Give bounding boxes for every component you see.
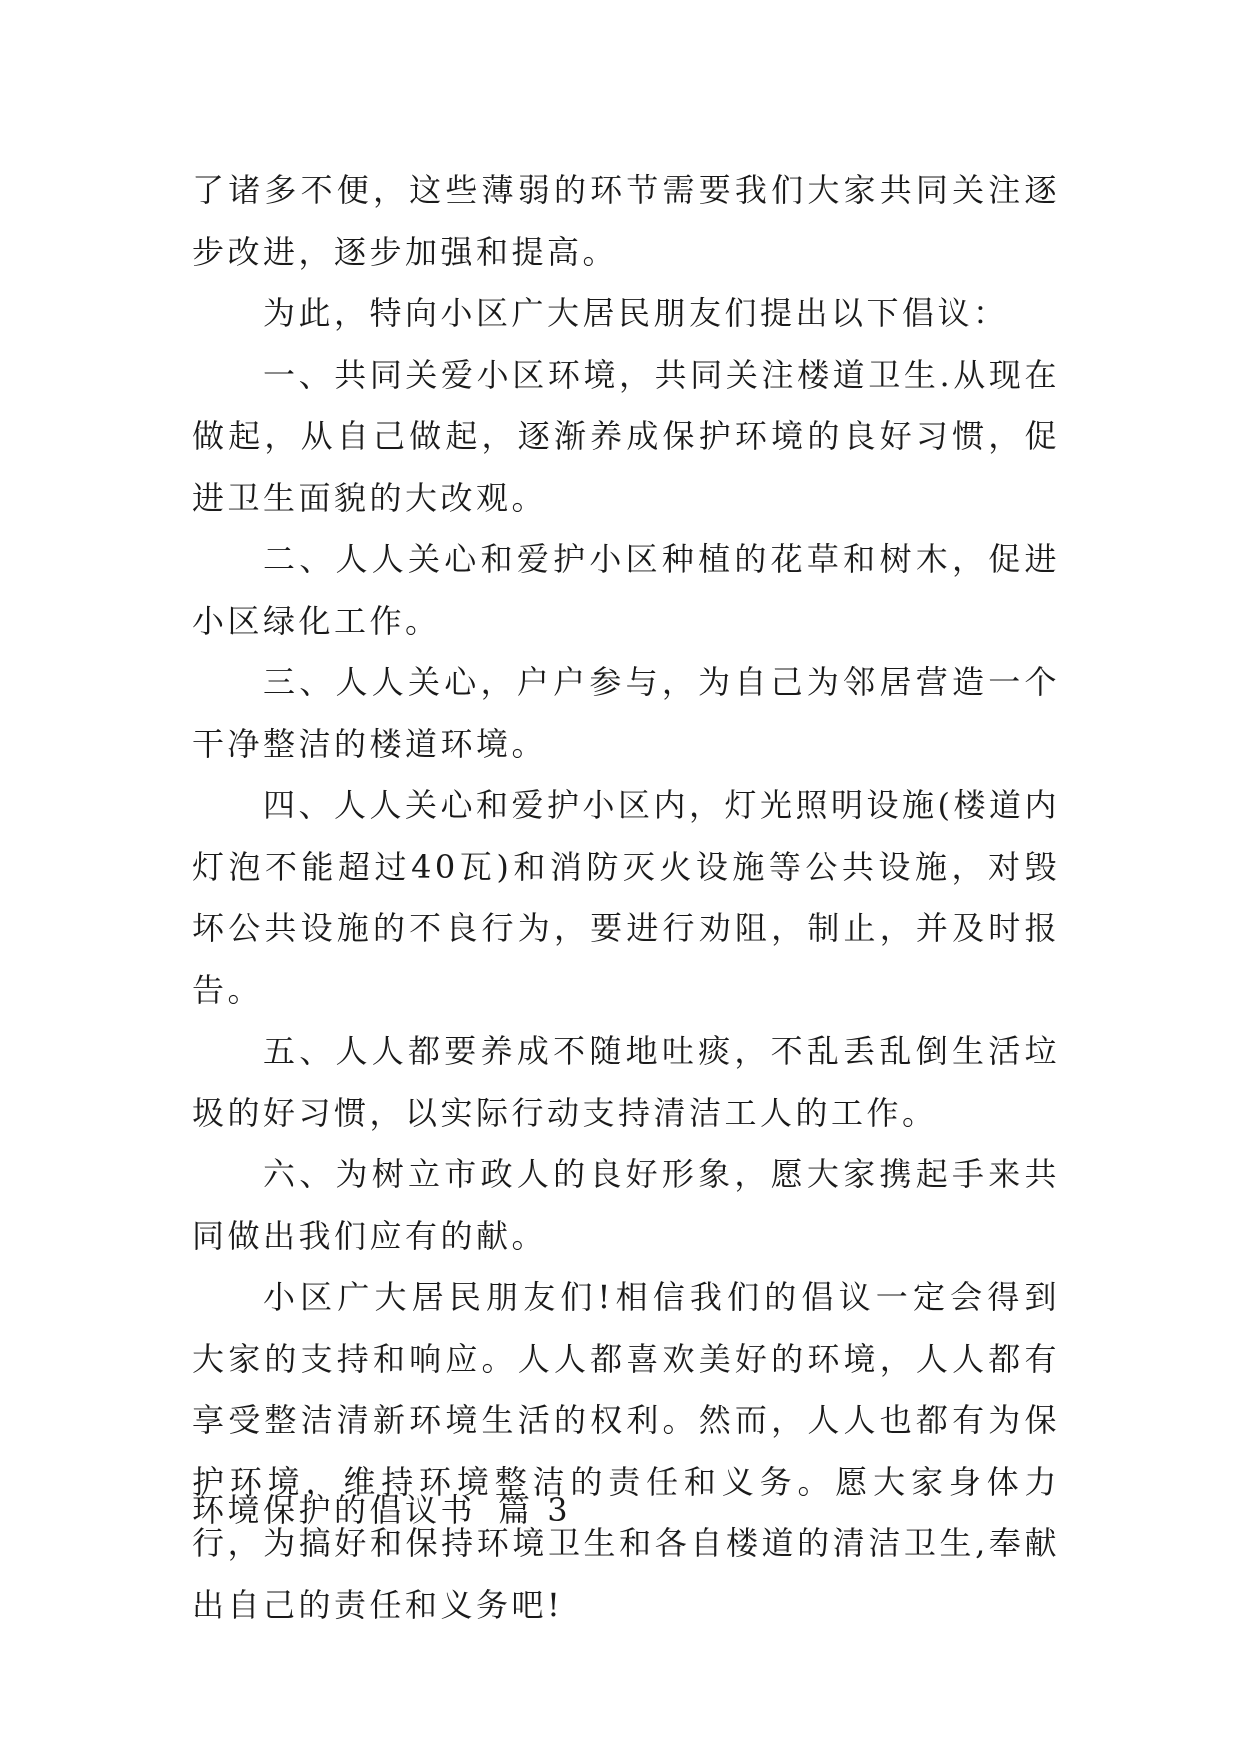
paragraph-item-2: 二、人人关心和爱护小区种植的花草和树木，促进小区绿化工作。	[192, 540, 1060, 640]
paragraph-item-6: 六、为树立市政人的良好形象，愿大家携起手来共同做出我们应有的献。	[192, 1155, 1060, 1255]
paragraph-continuation: 了诸多不便，这些薄弱的环节需要我们大家共同关注逐步改进，逐步加强和提高。	[192, 171, 1060, 271]
section-heading-title: 环境保护的倡议书	[192, 1491, 477, 1529]
paragraph-item-4: 四、人人关心和爱护小区内，灯光照明设施(楼道内灯泡不能超过40瓦)和消防灭火设施等公共设施，对毁坏公共设施的不良行为，要进行劝阻，制止，并及时报告。	[192, 786, 1060, 1009]
paragraph-intro: 为此，特向小区广大居民朋友们提出以下倡议：	[263, 294, 1009, 332]
document-body	[192, 160, 1060, 1636]
paragraph-closing: 小区广大居民朋友们!相信我们的倡议一定会得到大家的支持和响应。人人都喜欢美好的环境，人人都有享受整洁清新环境生活的权利。然而，人人也都有为保护环境，维持环境整洁的责任和义务。愿大家身体力行，为搞好和保持环境卫生和各自楼道的清洁卫生,奉献出自己的责任和义务吧!	[192, 1278, 1060, 1624]
paragraph-item-1: 一、共同关爱小区环境，共同关注楼道卫生.从现在做起，从自己做起，逐渐养成保护环境的良好习惯，促进卫生面貌的大改观。	[192, 355, 1060, 517]
section-heading-part: 篇 3	[498, 1491, 572, 1529]
paragraph-item-5: 五、人人都要养成不随地吐痰，不乱丢乱倒生活垃圾的好习惯，以实际行动支持清洁工人的工作。	[192, 1032, 1060, 1132]
section-heading	[192, 1480, 571, 1542]
paragraph-item-3: 三、人人关心，户户参与，为自己为邻居营造一个干净整洁的楼道环境。	[192, 663, 1060, 763]
